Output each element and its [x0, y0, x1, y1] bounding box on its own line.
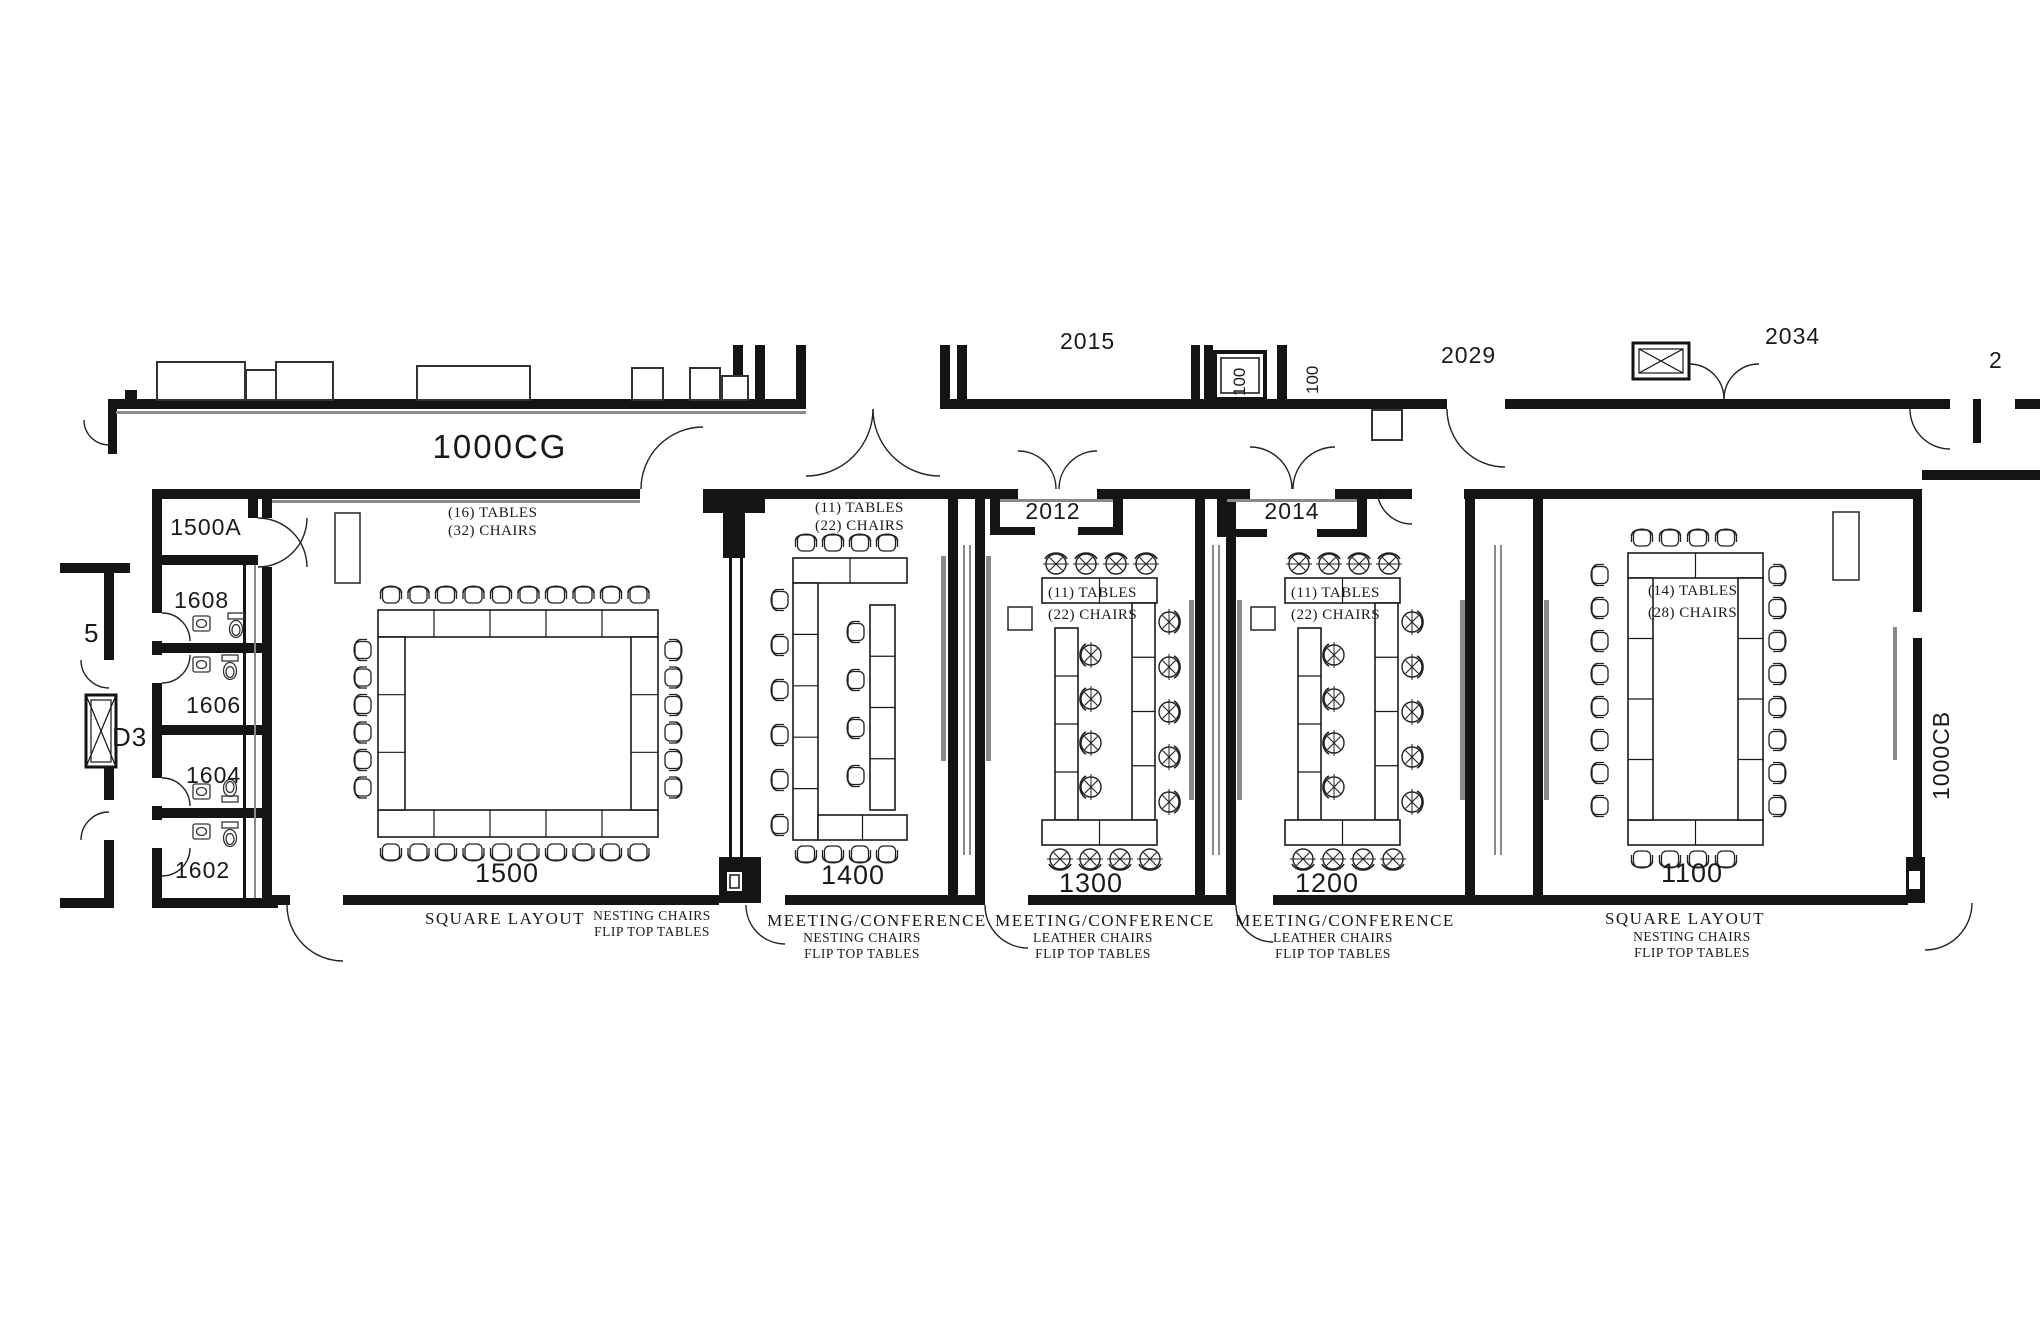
leather-chair-icon	[1350, 849, 1376, 870]
nesting-chair-icon	[1660, 529, 1681, 546]
nesting-chair-icon	[665, 722, 682, 743]
leather-chair-icon	[1080, 774, 1101, 800]
nesting-chair-icon	[408, 586, 429, 603]
leather-chair-icon	[1159, 699, 1180, 725]
annotation-tables-1300: (11) TABLES	[1048, 585, 1137, 601]
nesting-chair-icon	[1769, 565, 1786, 586]
nesting-chair-icon	[1769, 598, 1786, 619]
leather-chair-icon	[1323, 686, 1344, 712]
nesting-chair-icon	[1591, 730, 1608, 751]
note-chairs-1400: NESTING CHAIRS	[803, 930, 921, 945]
room-label-1604: 1604	[186, 762, 242, 788]
caption-1400: MEETING/CONFERENCE	[767, 911, 987, 930]
nesting-chair-icon	[771, 590, 788, 611]
room-label-d3: D3	[112, 722, 148, 752]
leather-chair-icon	[1323, 730, 1344, 756]
note-tables-1100: FLIP TOP TABLES	[1634, 945, 1750, 960]
nesting-chair-icon	[354, 750, 371, 771]
nesting-chair-icon	[491, 586, 512, 603]
toilet-icon	[222, 655, 238, 661]
room-label-1400: 1400	[820, 860, 886, 890]
nesting-chair-icon	[1591, 631, 1608, 652]
leather-chair-icon	[1133, 553, 1159, 574]
room-label-5: 5	[84, 618, 100, 648]
leather-chair-icon	[1320, 849, 1346, 870]
nesting-chair-icon	[1769, 664, 1786, 685]
leather-chair-icon	[1080, 730, 1101, 756]
bin	[1008, 607, 1032, 630]
furniture-layer	[354, 529, 1786, 870]
table-run	[378, 610, 658, 637]
leather-chair-icon	[1402, 699, 1423, 725]
sink-icon	[193, 616, 210, 631]
annotation-tables-1500: (16) TABLES	[448, 505, 538, 521]
nesting-chair-icon	[546, 586, 567, 603]
nesting-chair-icon	[573, 844, 594, 861]
leather-chair-icon	[1159, 654, 1180, 680]
nesting-chair-icon	[1688, 529, 1709, 546]
nesting-chair-icon	[354, 640, 371, 661]
nesting-chair-icon	[1769, 730, 1786, 751]
room-label-edge-partial: 2	[1989, 347, 2003, 373]
nesting-chair-icon	[847, 718, 864, 739]
leather-chair-icon	[1107, 849, 1133, 870]
note-tables-1300: FLIP TOP TABLES	[1035, 946, 1151, 961]
caption-1200: MEETING/CONFERENCE	[1235, 911, 1455, 930]
room-label-2034-partial: 2034	[1765, 323, 1821, 349]
room-label-1300: 1300	[1058, 868, 1124, 898]
nesting-chair-icon	[847, 622, 864, 643]
leather-chair-icon	[1103, 553, 1129, 574]
nesting-chair-icon	[877, 534, 898, 551]
note-tables-1200: FLIP TOP TABLES	[1275, 946, 1391, 961]
nesting-chair-icon	[354, 695, 371, 716]
table-run	[1042, 820, 1157, 845]
table-run	[1628, 820, 1763, 845]
vestibule-label-2012: 2012	[1025, 498, 1081, 524]
leather-chair-icon	[1286, 553, 1312, 574]
nesting-chair-icon	[354, 722, 371, 743]
leather-chair-icon	[1137, 849, 1163, 870]
leather-chair-icon	[1402, 789, 1423, 815]
nesting-chair-icon	[665, 667, 682, 688]
table-run	[793, 558, 907, 583]
leather-chair-icon	[1159, 744, 1180, 770]
nesting-chair-icon	[1591, 598, 1608, 619]
sink-icon	[193, 824, 210, 839]
table-run	[1628, 553, 1763, 578]
note-chairs-1200: LEATHER CHAIRS	[1273, 930, 1393, 945]
nesting-chair-icon	[771, 725, 788, 746]
leather-chair-icon	[1077, 849, 1103, 870]
annotation-tables-1100: (14) TABLES	[1648, 583, 1738, 599]
table-run	[1375, 603, 1398, 820]
shaft-label-1: 100	[1230, 367, 1249, 396]
table-run	[818, 815, 907, 840]
note-tables-1500: FLIP TOP TABLES	[594, 924, 710, 939]
nesting-chair-icon	[1716, 529, 1737, 546]
nesting-chair-icon	[1591, 664, 1608, 685]
nesting-chair-icon	[665, 640, 682, 661]
nesting-chair-icon	[573, 586, 594, 603]
nesting-chair-icon	[408, 844, 429, 861]
table-run	[1055, 628, 1078, 820]
leather-chair-icon	[1316, 553, 1342, 574]
nesting-chair-icon	[665, 695, 682, 716]
nesting-chair-icon	[847, 670, 864, 691]
nesting-chair-icon	[381, 586, 402, 603]
corridor-main-label: 1000CG	[432, 428, 568, 465]
note-chairs-1100: NESTING CHAIRS	[1633, 929, 1751, 944]
room-label-1602: 1602	[175, 857, 231, 883]
caption-1300: MEETING/CONFERENCE	[995, 911, 1215, 930]
nesting-chair-icon	[601, 844, 622, 861]
leather-chair-icon	[1159, 609, 1180, 635]
nesting-chair-icon	[354, 777, 371, 798]
nesting-chair-icon	[1591, 565, 1608, 586]
table-run	[1298, 628, 1321, 820]
nesting-chair-icon	[1769, 631, 1786, 652]
room-label-2015-partial: 2015	[1060, 328, 1116, 354]
nesting-chair-icon	[1769, 697, 1786, 718]
leather-chair-icon	[1047, 849, 1073, 870]
annotation-chairs-1400: (22) CHAIRS	[815, 518, 905, 534]
annotation-chairs-1200: (22) CHAIRS	[1291, 607, 1381, 623]
toilet-icon	[222, 822, 238, 828]
leather-chair-icon	[1402, 654, 1423, 680]
room-label-1608: 1608	[174, 587, 230, 613]
nesting-chair-icon	[771, 680, 788, 701]
nesting-chair-icon	[665, 750, 682, 771]
note-chairs-1500: NESTING CHAIRS	[593, 908, 711, 923]
x-box-icon	[1633, 343, 1689, 379]
corridor-right-label: 1000CB	[1928, 710, 1954, 800]
leather-chair-icon	[1159, 789, 1180, 815]
sink-icon	[193, 657, 210, 672]
note-chairs-1300: LEATHER CHAIRS	[1033, 930, 1153, 945]
annotation-tables-1400: (11) TABLES	[815, 500, 904, 516]
leather-chair-icon	[1380, 849, 1406, 870]
nesting-chair-icon	[847, 766, 864, 787]
toilet-icon	[228, 613, 244, 619]
leather-chair-icon	[1290, 849, 1316, 870]
room-label-1500a: 1500A	[170, 514, 242, 540]
table-run	[870, 605, 895, 810]
nesting-chair-icon	[771, 770, 788, 791]
table-run	[793, 583, 818, 840]
nesting-chair-icon	[601, 586, 622, 603]
leather-chair-icon	[1073, 553, 1099, 574]
nesting-chair-icon	[1591, 796, 1608, 817]
nesting-chair-icon	[1591, 697, 1608, 718]
nesting-chair-icon	[436, 586, 457, 603]
leather-chair-icon	[1080, 686, 1101, 712]
nesting-chair-icon	[823, 534, 844, 551]
leather-chair-icon	[1323, 642, 1344, 668]
table-run	[1132, 603, 1155, 820]
annotation-chairs-1500: (32) CHAIRS	[448, 523, 538, 539]
leather-chair-icon	[1323, 774, 1344, 800]
leather-chair-icon	[1402, 744, 1423, 770]
nesting-chair-icon	[665, 777, 682, 798]
room-label-2029: 2029	[1441, 342, 1497, 368]
annotation-tables-1200: (11) TABLES	[1291, 585, 1380, 601]
room-label-1200: 1200	[1294, 868, 1360, 898]
whiteboard	[335, 513, 360, 583]
table-run	[631, 637, 658, 810]
whiteboard	[1833, 512, 1859, 580]
caption-1500: SQUARE LAYOUT	[424, 909, 586, 928]
nesting-chair-icon	[628, 844, 649, 861]
table-run	[378, 637, 405, 810]
room-label-1100: 1100	[1660, 858, 1724, 888]
nesting-chair-icon	[850, 534, 871, 551]
table-run	[378, 810, 658, 837]
table-run	[1285, 820, 1400, 845]
nesting-chair-icon	[463, 586, 484, 603]
leather-chair-icon	[1080, 642, 1101, 668]
annotation-chairs-1100: (28) CHAIRS	[1648, 605, 1738, 621]
bin	[1251, 607, 1275, 630]
nesting-chair-icon	[381, 844, 402, 861]
nesting-chair-icon	[1769, 796, 1786, 817]
nesting-chair-icon	[771, 815, 788, 836]
room-label-1606: 1606	[186, 692, 242, 718]
table-run	[1738, 578, 1763, 820]
leather-chair-icon	[1346, 553, 1372, 574]
vestibule-label-2014: 2014	[1264, 498, 1320, 524]
nesting-chair-icon	[1632, 529, 1653, 546]
leather-chair-icon	[1402, 609, 1423, 635]
caption-1100: SQUARE LAYOUT	[1604, 909, 1766, 928]
nesting-chair-icon	[628, 586, 649, 603]
nesting-chair-icon	[796, 534, 817, 551]
note-tables-1400: FLIP TOP TABLES	[804, 946, 920, 961]
leather-chair-icon	[1376, 553, 1402, 574]
nesting-chair-icon	[518, 586, 539, 603]
leather-chair-icon	[1043, 553, 1069, 574]
nesting-chair-icon	[1591, 763, 1608, 784]
shaft-label-2: 100	[1303, 365, 1322, 394]
nesting-chair-icon	[1769, 763, 1786, 784]
room-label-1500: 1500	[474, 858, 540, 888]
nesting-chair-icon	[771, 635, 788, 656]
nesting-chair-icon	[354, 667, 371, 688]
annotation-chairs-1300: (22) CHAIRS	[1048, 607, 1138, 623]
